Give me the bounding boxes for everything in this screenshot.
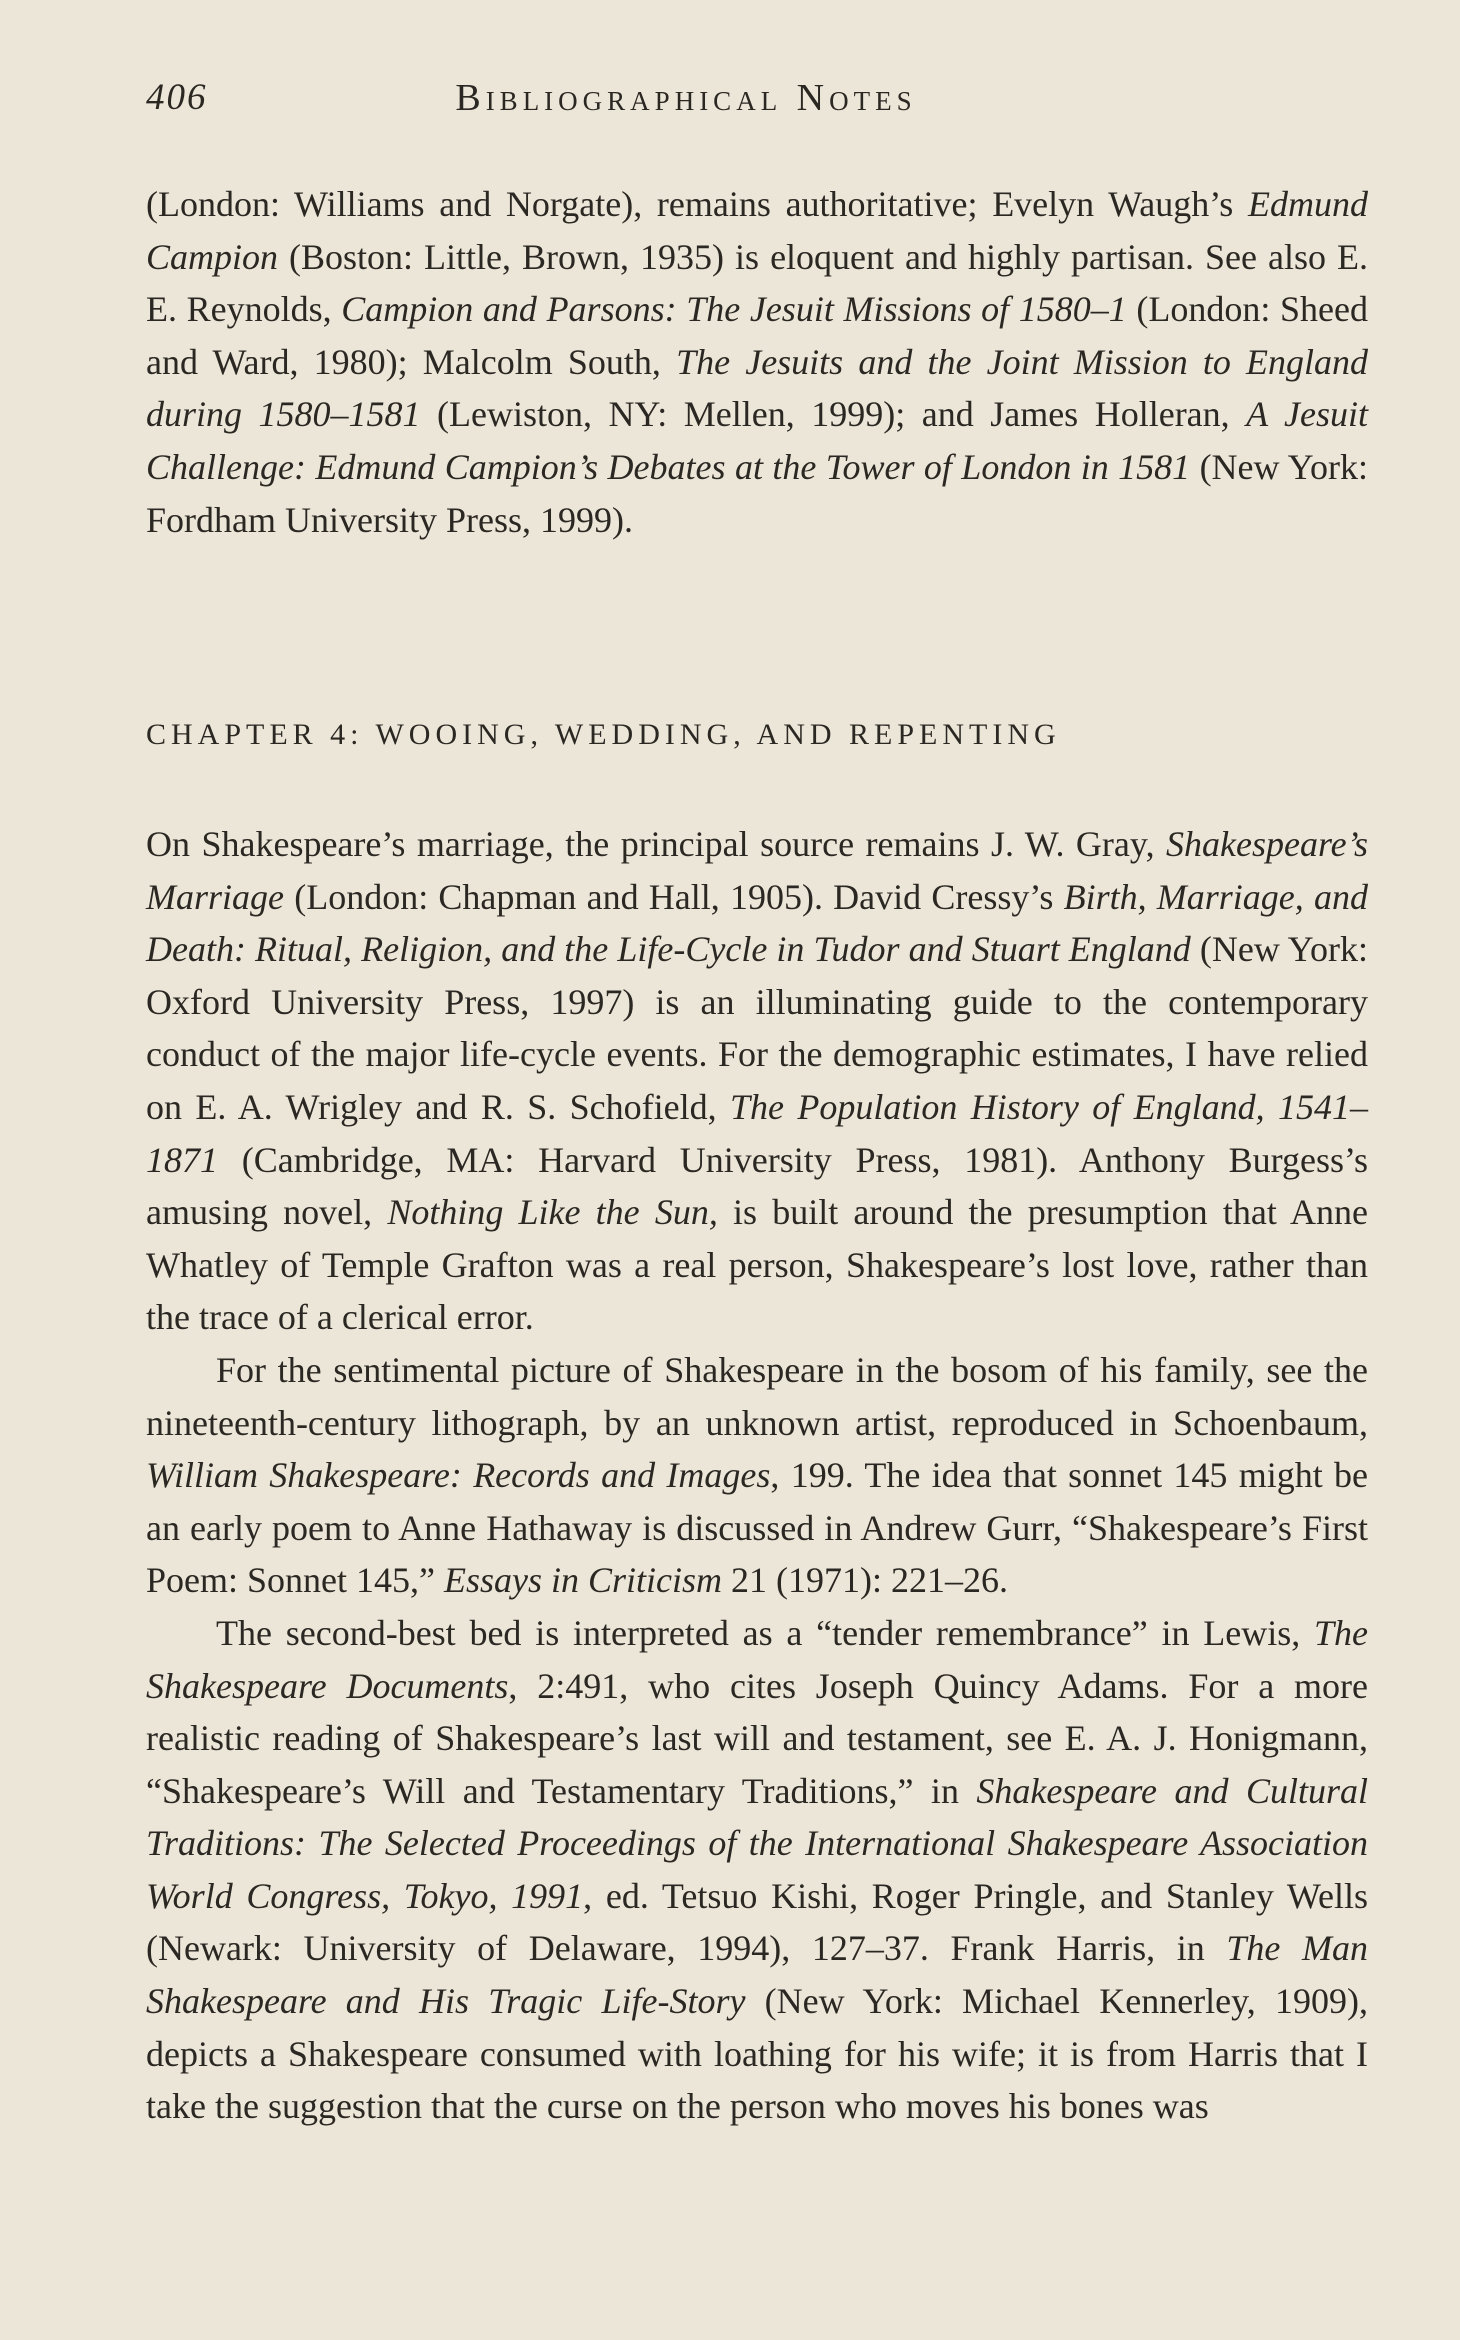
text-run: (London: Williams and Norgate), remains authoritative; Evelyn Waugh’s <box>146 184 1248 224</box>
text-run: (New York: Michael Kennerley, 1909), depicts a Shakespeare consumed with loathing for his wife; it is from Harris that I take the suggestion that the curse on the person who moves his bones was <box>146 1981 1368 2127</box>
text-run: (Cambridge, MA: Harvard University Press, 1981). Anthony Burgess’s amusing novel, <box>146 1139 1368 1233</box>
text-run: (Lewiston, NY: Mellen, 1999); and James Holleran, <box>420 394 1247 435</box>
text-run: is built around the presumption that Anne Whatley of Temple Grafton was a real person, Shakespeare’s lost love, rather than the trace of a clerical error. <box>146 1192 1368 1338</box>
chapter-heading: CHAPTER 4: WOOING, WEDDING, AND REPENTING <box>146 718 1061 751</box>
text-run: On Shakespeare’s marriage, the principal source remains J. W. Gray, <box>146 824 1167 864</box>
italic-title: The Population History of England, 1541–1871 <box>146 1086 1368 1180</box>
text-run: , 199. The idea that sonnet 145 might be an early poem to Anne Hathaway is discussed in Andrew Gurr, “Shakespeare’s First Poem: Sonnet 145,” <box>146 1455 1368 1601</box>
paragraph-second-best-bed <box>146 1607 1368 2133</box>
page-number: 406 <box>146 77 208 118</box>
text-run: , ed. Tetsuo Kishi, Roger Pringle, and Stanley Wells (Newark: University of Delaware, 1994), 127–37. Frank Harris, in <box>146 1875 1368 1969</box>
paragraph-marriage-sources <box>146 818 1368 1344</box>
continuation-block <box>146 178 1368 546</box>
text-run: (New York: Fordham University Press, 1999). <box>146 446 1368 540</box>
italic-title: The Man Shakespeare and His Tragic Life-Story <box>146 1928 1368 2022</box>
chapter-body <box>146 818 1368 2133</box>
running-head <box>146 76 1376 126</box>
text-run: 21 (1971): 221–26. <box>722 1560 1008 1601</box>
running-head-title: Bibliographical Notes <box>455 77 917 119</box>
text-run: , 2:491, who cites Joseph Quincy Adams. For a more realistic reading of Shakespeare’s last will and testament, see E. A. J. Honigmann, “Shakespeare’s Will and Testamentary Traditions,” in <box>146 1665 1369 1811</box>
text-run: (New York: Oxford University Press, 1997) is an illuminating guide to the contemporary conduct of the major life-cycle events. For the demographic estimates, I have relied on E. A. Wrigley and R. S. Schofield, <box>146 929 1369 1127</box>
text-run: (London: Sheed and Ward, 1980); Malcolm South, <box>146 289 1369 382</box>
text-run: (Boston: Little, Brown, 1935) is eloquent and highly partisan. See also E. E. Reynolds, <box>146 236 1368 330</box>
italic-title: Shakespeare’s Marriage <box>146 824 1368 917</box>
text-run: (London: Chapman and Hall, 1905). David Cressy’s <box>284 876 1064 917</box>
text-run: For the sentimental picture of Shakespeare in the bosom of his family, see the nineteenth-century lithograph, by an unknown artist, reproduced in Schoenbaum, <box>146 1349 1368 1443</box>
italic-title: The Shakespeare Documents <box>146 1612 1368 1706</box>
italic-title: Shakespeare and Cultural Traditions: The Selected Proceedings of the International Shakespeare Association World Congress, Tokyo, 1991 <box>146 1770 1368 1916</box>
italic-title: Campion and Parsons: The Jesuit Missions of 1580–1 <box>341 289 1127 330</box>
italic-title: The Jesuits and the Joint Mission to England during 1580–1581 <box>146 341 1368 435</box>
continuation-paragraph <box>146 178 1368 546</box>
italic-title: Edmund Campion <box>146 184 1368 277</box>
paragraph-sentimental-picture <box>146 1344 1368 1607</box>
italic-title: Birth, Marriage, and Death: Ritual, Religion, and the Life-Cycle in Tudor and Stuart England <box>146 876 1368 970</box>
italic-title: A Jesuit Challenge: Edmund Campion’s Debates at the Tower of London in 1581 <box>146 394 1368 487</box>
text-run: The second-best bed is interpreted as a “tender remembrance” in Lewis, <box>216 1612 1314 1653</box>
italic-title: William Shakespeare: Records and Images <box>146 1455 771 1496</box>
italic-title: Essays in Criticism <box>443 1560 722 1601</box>
italic-title: Nothing Like the Sun, <box>387 1192 718 1233</box>
